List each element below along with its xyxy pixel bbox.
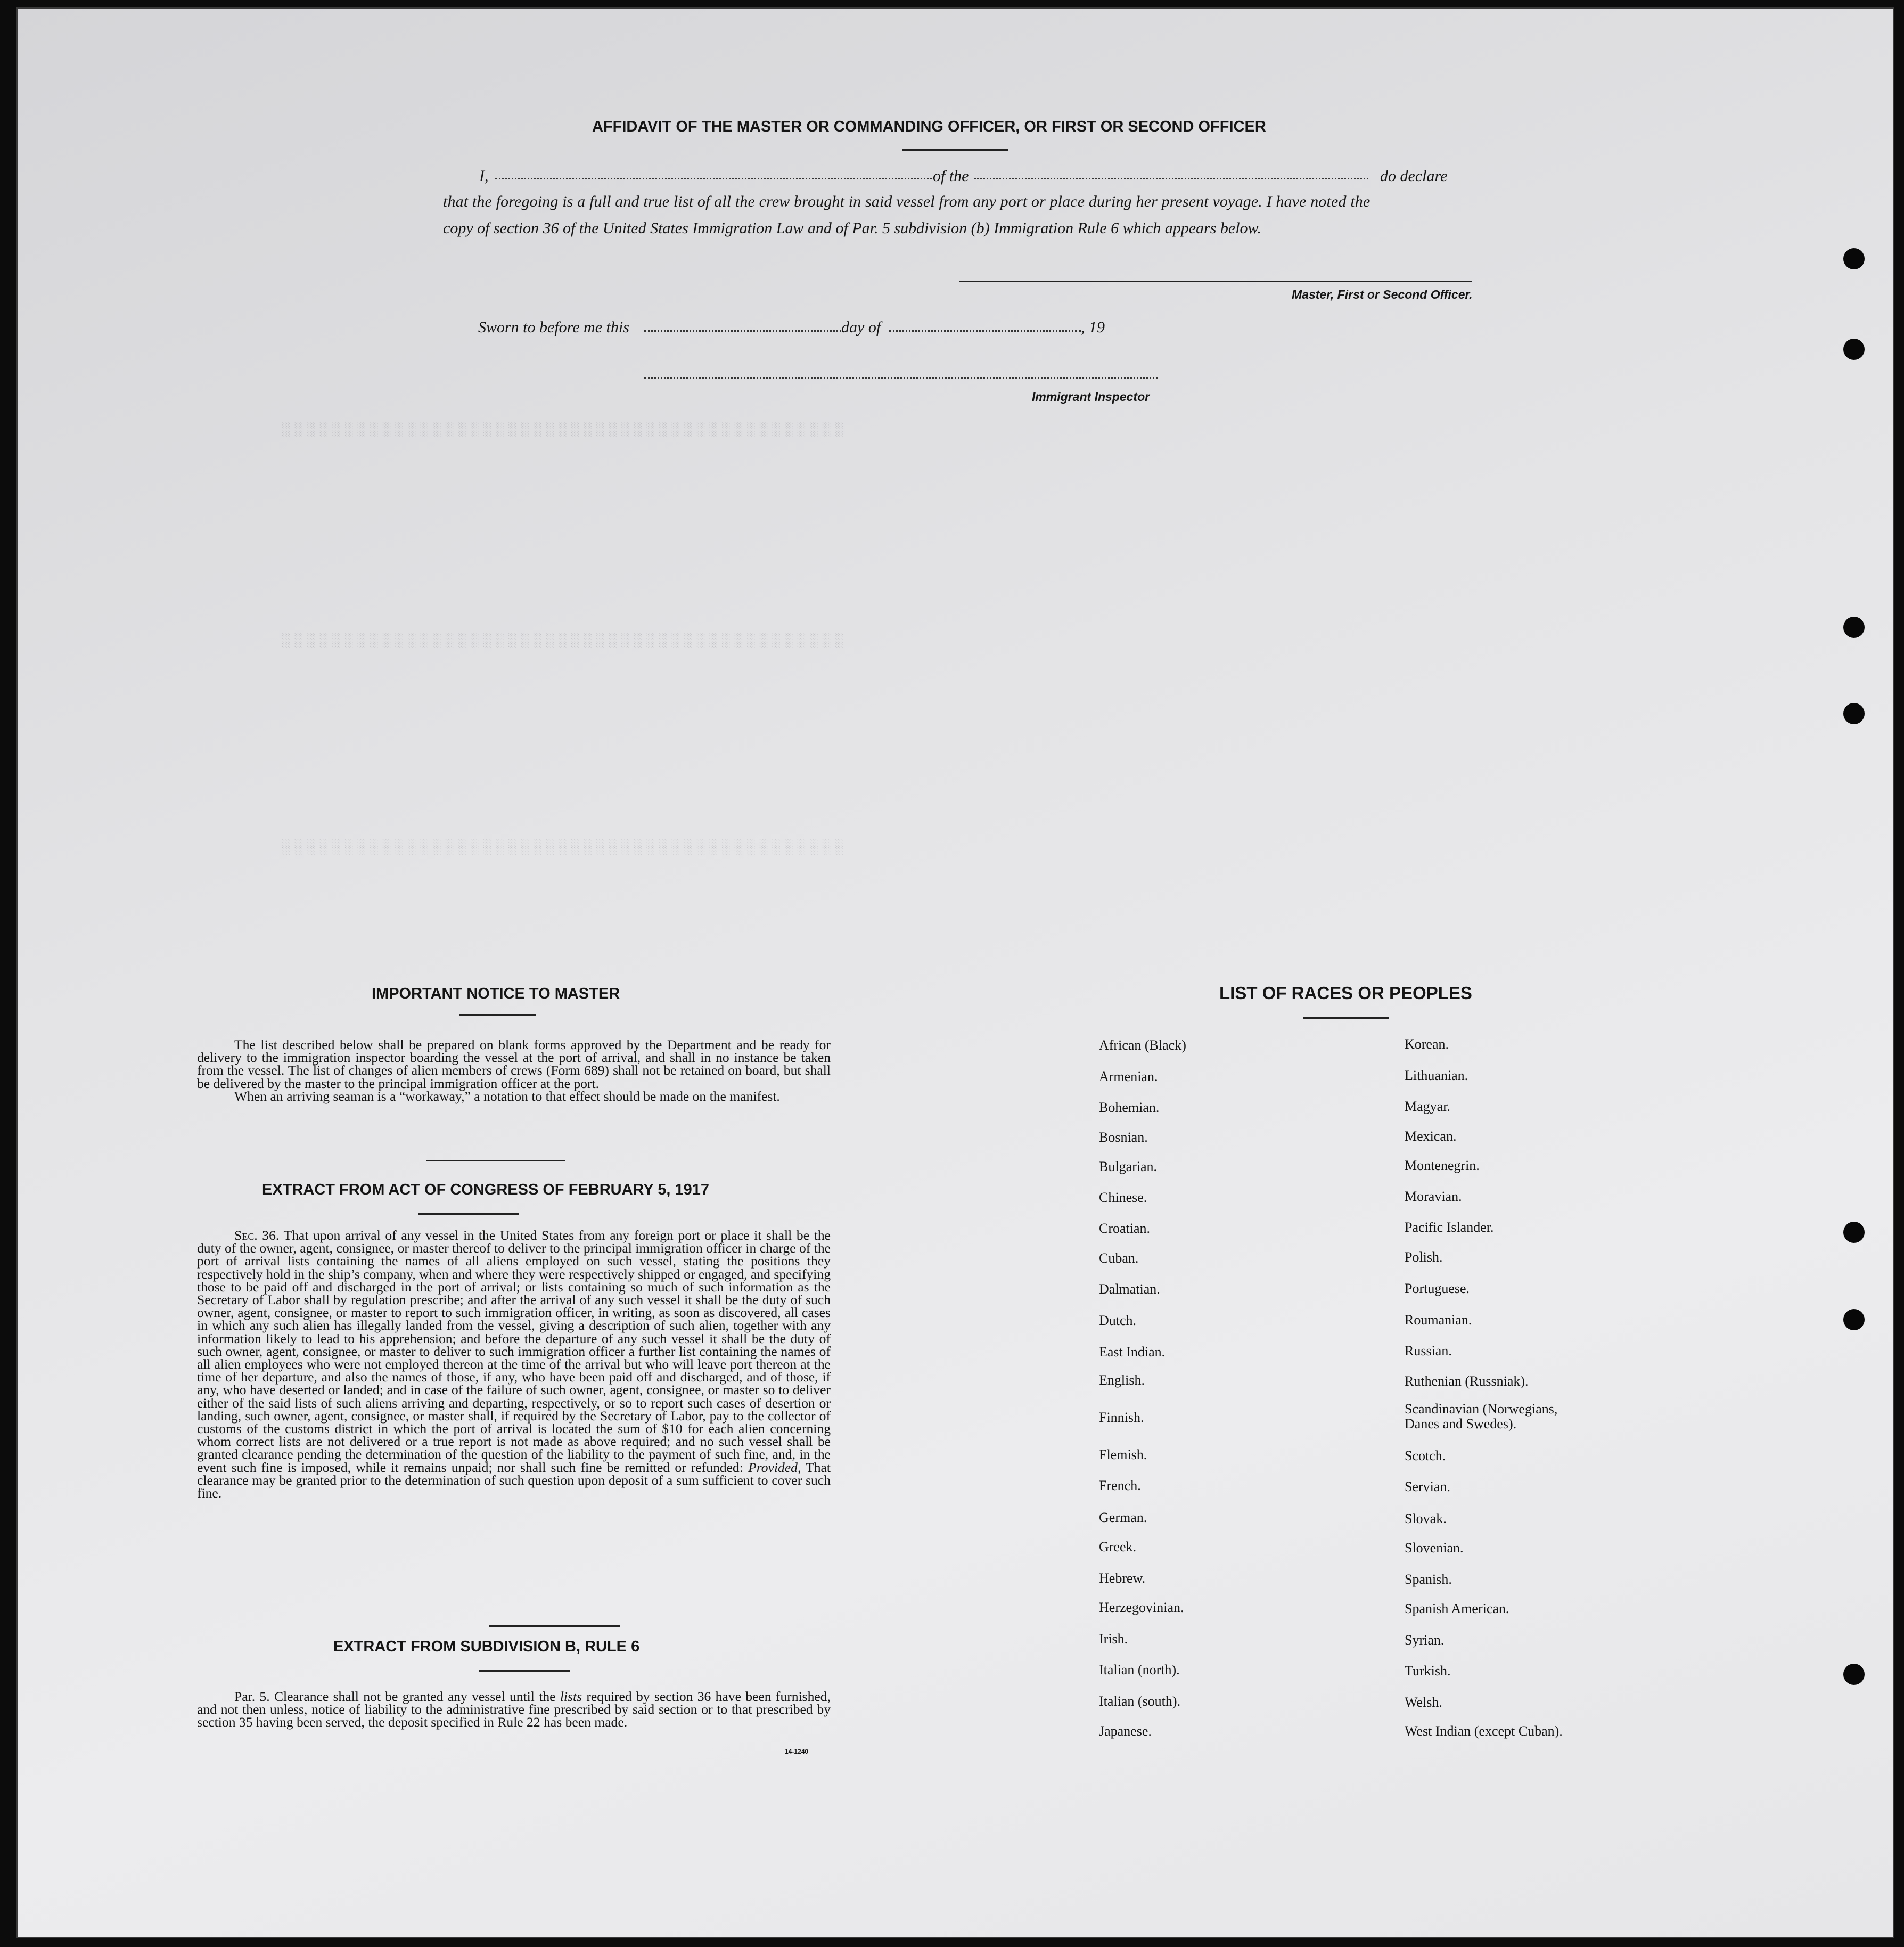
race-right: Syrian. [1405, 1632, 1445, 1648]
punch-hole [1843, 339, 1865, 360]
title-rule [459, 1014, 536, 1016]
title-rule [1303, 1017, 1389, 1019]
races-title: LIST OF RACES OR PEOPLES [1219, 983, 1472, 1003]
race-right: Mexican. [1405, 1128, 1457, 1144]
race-left: Armenian. [1099, 1069, 1158, 1084]
provided-word: Provided, [748, 1459, 801, 1475]
race-right: Scotch. [1405, 1448, 1446, 1463]
affidavit-line-2: that the foregoing is a full and true list of all the crew brought in said vessel from any port or place during her present voyage. I have noted the [443, 193, 1370, 210]
race-right: Pacific Islander. [1405, 1220, 1494, 1235]
race-left: Finnish. [1099, 1410, 1144, 1425]
race-left: Dalmatian. [1099, 1281, 1160, 1297]
race-right: Servian. [1405, 1479, 1450, 1494]
race-left: Greek. [1099, 1539, 1137, 1555]
race-left: Italian (south). [1099, 1694, 1181, 1709]
rule-body-a: Par. 5. Clearance shall not be granted any vessel until the [234, 1689, 560, 1704]
signature-line[interactable] [959, 281, 1472, 282]
race-right: Montenegrin. [1405, 1158, 1480, 1173]
race-left: Dutch. [1099, 1313, 1137, 1328]
notice-paragraph-1: The list described below shall be prepared on blank forms approved by the Department and be ready for delivery to the immigration inspector boarding the vessel at the port of arrival, and shall in no instance be taken from the vessel. The list of changes of alien members of crews (Form 689) shall not be retained on board, but shall be delivered by the master to the principal immigration officer at the port. [197, 1037, 831, 1091]
race-left: Italian (north). [1099, 1662, 1180, 1678]
punch-hole [1843, 1664, 1865, 1685]
race-left: Bulgarian. [1099, 1159, 1158, 1174]
race-left: Hebrew. [1099, 1570, 1146, 1586]
year-label: , 19 [1081, 318, 1105, 336]
name-field[interactable] [495, 178, 932, 179]
race-right: Korean. [1405, 1036, 1449, 1052]
race-left: East Indian. [1099, 1344, 1166, 1360]
lists-word: lists [560, 1689, 582, 1704]
rule-body-b: required by section 36 have been furnished, and not then unless, notice of liability to the administrative fine prescribed by said section or to that prescribed by section 35 having been served, the deposit specified in Rule 22 has been made. [197, 1689, 831, 1730]
punch-hole [1843, 1309, 1865, 1330]
punch-hole [1843, 248, 1865, 269]
rule-extract-title: EXTRACT FROM SUBDIVISION B, RULE 6 [333, 1638, 640, 1655]
affidavit-line-3: copy of section 36 of the United States Immigration Law and of Par. 5 subdivision (b) Immigration Rule 6 which appears below. [443, 219, 1261, 237]
act-extract-title: EXTRACT FROM ACT OF CONGRESS OF FEBRUARY 5, 1917 [262, 1181, 710, 1198]
bleed-through-row: ░░░░░░░░░░░░░░░░░░░░░░░░░░░░░░░░░░░░░░░░░░░░░ [282, 839, 848, 855]
section-body-b: That clearance may be granted prior to the determination of such question upon deposit of a sum sufficient to cover such fine. [197, 1459, 831, 1501]
race-right: West Indian (except Cuban). [1405, 1723, 1563, 1739]
section-rule [426, 1160, 565, 1161]
race-right: Moravian. [1405, 1189, 1462, 1204]
rule-paragraph-5 [197, 1690, 831, 1729]
race-right: Welsh. [1405, 1695, 1442, 1710]
form-number: 14-1240 [785, 1748, 809, 1755]
race-right: Russian. [1405, 1343, 1452, 1359]
affidavit-title: AFFIDAVIT OF THE MASTER OR COMMANDING OFFICER, OR FIRST OR SECOND OFFICER [592, 118, 1266, 135]
punch-hole [1843, 617, 1865, 638]
race-left: Irish. [1099, 1631, 1128, 1647]
title-rule [902, 149, 1008, 151]
sworn-day-field[interactable] [644, 330, 841, 332]
sworn-month-field[interactable] [889, 330, 1081, 332]
signature-label: Master, First or Second Officer. [1292, 288, 1473, 301]
race-left: African (Black) [1099, 1037, 1186, 1053]
act-section-36 [197, 1229, 831, 1500]
day-of-label: day of [841, 318, 881, 336]
section-body-a: That upon arrival of any vessel in the United States from any foreign port or place it shall be the duty of the owner, agent, consignee, or master thereof to deliver to the principal immigration officer in charge of the port of arrival lists containing the names of all aliens employed on such vessel, stating the positions they respectively hold in the ship’s company, when and where they were respectively shipped or engaged, and specifying those to be paid off and discharged in the port of arrival; or lists containing so much of such information as the Secretary of Labor shall by regulation prescribe; and after the arrival of any such vessel it shall be the duty of such owner, agent, consignee, or master to report to such immigration officer, in writing, as soon as discovered, all cases in which any such alien has illegally landed from the vessel, giving a description of such alien, together with any information likely to lead to his apprehension; and before the departure of any such vessel it shall be the duty of such owner, agent, consignee, or master to deliver to such immigration officer a further list containing the names of all alien employees who were not employed thereon at the time of the arrival but who will leave port thereon at the time of her departure, and also the names of those, if any, who have been paid off and discharged, and of those, if any, who have deserted or landed; and in case of the failure of such owner, agent, consignee, or master so to deliver either of the said lists of such aliens arriving and departing, respectively, or so to report such cases of desertion or landing, such owner, agent, consignee, or master shall, if required by the Secretary of Labor, pay to the collector of customs of the customs district in which the port of arrival is located the sum of $10 for each alien concerning whom correct lists are not delivered or a true report is not made as above required; and no such vessel shall be granted clearance pending the determination of the question of the liability to the payment of such fine, and, in the event such fine is imposed, while it remains unpaid; nor shall such fine be remitted or refunded: [197, 1228, 831, 1475]
race-left: Bosnian. [1099, 1130, 1148, 1145]
bleed-through-row: ░░░░░░░░░░░░░░░░░░░░░░░░░░░░░░░░░░░░░░░░░░░░░ [282, 633, 848, 649]
race-right: Spanish. [1405, 1572, 1452, 1587]
bleed-through-row: ░░░░░░░░░░░░░░░░░░░░░░░░░░░░░░░░░░░░░░░░░░░░░ [282, 422, 848, 438]
rule-extract-text [197, 1690, 831, 1729]
race-left: Flemish. [1099, 1447, 1147, 1462]
race-right: Roumanian. [1405, 1312, 1472, 1328]
race-left: Herzegovinian. [1099, 1600, 1184, 1615]
act-extract-text [197, 1229, 831, 1500]
race-right: Lithuanian. [1405, 1068, 1468, 1083]
race-right: Polish. [1405, 1249, 1443, 1265]
title-rule [479, 1670, 570, 1672]
race-right: Slovenian. [1405, 1540, 1464, 1556]
race-right: Spanish American. [1405, 1601, 1509, 1616]
affidavit-i-label: I, [479, 167, 489, 185]
race-right: Turkish. [1405, 1663, 1451, 1679]
inspector-signature-field[interactable] [644, 377, 1158, 379]
race-right: Magyar. [1405, 1099, 1450, 1114]
section-label: Sec. 36. [234, 1228, 280, 1243]
section-rule [489, 1625, 620, 1627]
manifest-page [16, 7, 1894, 1938]
race-left: English. [1099, 1372, 1145, 1388]
race-right: Slovak. [1405, 1511, 1447, 1526]
affidavit-declare-label: do declare [1380, 167, 1448, 185]
punch-hole [1843, 1222, 1865, 1243]
affidavit-of-the-label: of the [933, 167, 969, 185]
race-left: Croatian. [1099, 1221, 1151, 1236]
race-left: Bohemian. [1099, 1100, 1160, 1115]
notice-paragraph-2: When an arriving seaman is a “workaway,” a notation to that effect should be made on the manifest. [234, 1088, 780, 1104]
notice-title: IMPORTANT NOTICE TO MASTER [372, 985, 620, 1002]
race-right: Scandinavian (Norwegians, Danes and Swedes). [1405, 1401, 1558, 1431]
race-left: French. [1099, 1478, 1141, 1493]
title-rule [418, 1213, 519, 1215]
notice-text [197, 1038, 831, 1103]
race-left: Cuban. [1099, 1250, 1139, 1266]
vessel-field[interactable] [974, 178, 1368, 179]
race-left: Chinese. [1099, 1190, 1147, 1205]
sworn-label: Sworn to before me this [478, 318, 629, 336]
race-right: Ruthenian (Russniak). [1405, 1373, 1529, 1389]
race-left: Japanese. [1099, 1723, 1152, 1739]
race-left: German. [1099, 1510, 1147, 1525]
inspector-label: Immigrant Inspector [1032, 390, 1150, 404]
punch-hole [1843, 703, 1865, 724]
race-right: Portuguese. [1405, 1281, 1470, 1296]
